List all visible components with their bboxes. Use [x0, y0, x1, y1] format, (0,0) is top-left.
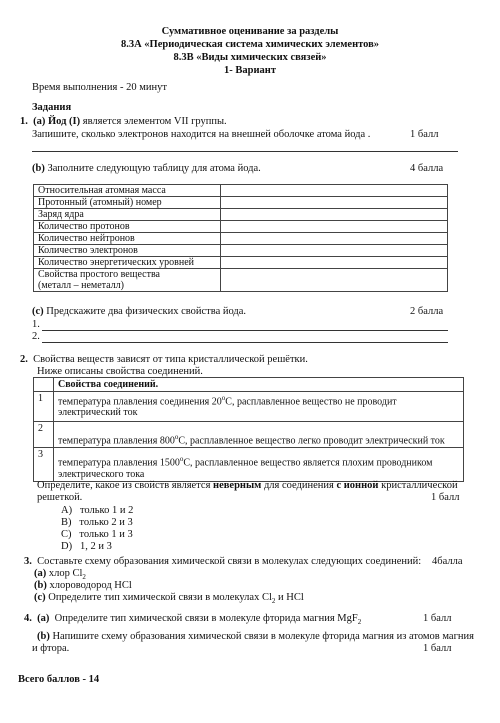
q3-a-label: (a): [34, 568, 47, 579]
q1-b-points: 4 балла: [410, 163, 444, 174]
table-header: Свойства соединений.: [54, 378, 464, 392]
table-row: Количество электронов: [34, 245, 221, 257]
q1-a-label: (a): [33, 116, 46, 127]
q1-a-element: Йод (I): [48, 116, 81, 127]
row-text: температура плавления 800: [58, 435, 175, 447]
header-line-3: 8.3В «Виды химических связей»: [173, 52, 327, 63]
q1-b-label: (b): [32, 163, 45, 174]
q4-a-label: (a): [37, 613, 50, 624]
option-c[interactable]: [61, 529, 133, 540]
q2-points: 1 балл: [431, 492, 460, 503]
q3-c-label: (c): [34, 592, 46, 603]
q3-part-b: [34, 580, 132, 591]
table-cell-answer[interactable]: [221, 257, 448, 269]
degree-sup: о: [221, 394, 226, 402]
table-row: Количество нейтронов: [34, 233, 221, 245]
row-text-cont: С, расплавленное вещество является плохим проводником: [183, 457, 433, 469]
q4-part-a: [24, 613, 361, 626]
answer-number-2: 2.: [32, 331, 40, 342]
tasks-heading: Задания: [32, 102, 72, 113]
option-text: только 1 и 2: [79, 505, 134, 516]
q4-b-label: (b): [37, 631, 50, 642]
table-cell-answer[interactable]: [221, 209, 448, 221]
option-text: только 2 и 3: [79, 517, 133, 528]
q1-a-text: является элементом VII группы.: [82, 116, 227, 127]
table-row: Протонный (атомный) номер: [34, 197, 221, 209]
table-cell-answer[interactable]: [221, 245, 448, 257]
row-text-cont: С, расплавленное вещество легко проводит электрический ток: [178, 435, 445, 447]
q3-b-text: хлороводород HCl: [49, 580, 132, 591]
table-row: Количество протонов: [34, 221, 221, 233]
row-text-cont: С, расплавленное вещество не проводит: [225, 396, 397, 408]
table-cell-answer[interactable]: [221, 221, 448, 233]
table-cell-answer[interactable]: [221, 197, 448, 209]
q2-line1: Свойства веществ зависят от типа кристаллической решётки.: [33, 354, 308, 365]
q1-a-line2: Запишите, сколько электронов находится на внешней оболочке атома йода .: [32, 129, 371, 140]
option-d[interactable]: [61, 541, 112, 552]
row-text: температура плавления 1500: [58, 457, 180, 469]
row-text-line2: электрического тока: [58, 468, 145, 480]
q2-question-emphasis-1: неверным: [213, 480, 262, 491]
q4-b-text: Напишите схему образования химической связи в молекуле фторида магния из атомов магния: [52, 631, 474, 642]
atom-table: [33, 184, 448, 292]
subscript: 2: [82, 573, 86, 582]
q3-c-text: Определите тип химической связи в молекулах Cl: [48, 592, 272, 603]
header-line-4: 1- Вариант: [224, 65, 276, 76]
q1-number: 1.: [20, 116, 28, 127]
q2-line2: Ниже описаны свойства соединений.: [37, 366, 203, 377]
table-row: [54, 448, 464, 481]
properties-table: [33, 377, 464, 482]
subscript: 2: [357, 618, 362, 627]
table-row: Количество энергетических уровней: [34, 257, 221, 269]
option-b[interactable]: [61, 517, 133, 528]
option-text: только 1 и 3: [79, 529, 133, 540]
q1-part-b: [32, 163, 261, 174]
row-number: 3: [34, 448, 54, 481]
table-row: Относительная атомная масса: [34, 185, 221, 197]
table-corner: [34, 378, 54, 392]
row-text-line2: электрический ток: [58, 407, 138, 419]
q4-a-points: 1 балл: [423, 613, 452, 624]
q1-c-label: (c): [32, 306, 44, 317]
q2-question-text-end: кристаллической: [378, 480, 458, 491]
q4-b-points: 1 балл: [423, 643, 452, 654]
subscript: 2: [271, 597, 276, 606]
q4-number: 4.: [24, 613, 32, 624]
q2-question-line2: решеткой.: [37, 492, 83, 503]
q1-b-text: Заполните следующую таблицу для атома йода.: [47, 163, 261, 174]
answer-line: [32, 151, 458, 152]
q2-question-text: Определите, какое из свойств является: [37, 480, 214, 491]
q3-text: Составьте схему образования химической связи в молекулах следующих соединений:: [37, 556, 422, 567]
q1-c-points: 2 балла: [410, 306, 444, 317]
answer-number-1: 1.: [32, 319, 40, 330]
table-row-line1: Свойства простого вещества: [38, 269, 160, 280]
q3-points: 4балла: [432, 556, 463, 567]
answer-line-1[interactable]: [42, 330, 448, 331]
q1-part-a: [20, 116, 227, 127]
q2-question: [37, 480, 458, 491]
row-text: температура плавления соединения 20: [58, 396, 222, 408]
q4-b-line2: и фтора.: [32, 643, 70, 654]
table-row: [54, 392, 464, 422]
q3-a-text: хлор Cl: [48, 568, 83, 579]
q1-part-c: [32, 306, 246, 317]
table-cell-answer[interactable]: [221, 269, 448, 292]
q2-question-text-mid: для соединения: [261, 480, 337, 491]
answer-line-2[interactable]: [42, 342, 448, 343]
q3-intro: [24, 556, 421, 567]
option-text: 1, 2 и 3: [79, 541, 112, 552]
option-letter: A): [61, 505, 73, 516]
degree-sup: о: [174, 433, 179, 441]
option-letter: D): [61, 541, 73, 552]
q2-question-emphasis-2: с ионной: [336, 480, 379, 491]
header-line-2: 8.3А «Периодическая система химических элементов»: [120, 39, 380, 50]
q1-c-text: Предскажите два физических свойства йода.: [46, 306, 247, 317]
header-line-1: Суммативное оценивание за разделы: [161, 26, 339, 37]
table-row: [54, 422, 464, 448]
table-row-line2: (металл – неметалл): [38, 280, 124, 291]
q3-part-c: [34, 592, 304, 605]
option-letter: C): [61, 529, 72, 540]
q3-c-tail: и HCl: [275, 592, 304, 603]
q2-intro: [20, 354, 308, 365]
table-cell-answer[interactable]: [221, 233, 448, 245]
table-row: Заряд ядра: [34, 209, 221, 221]
row-number: 1: [34, 392, 54, 422]
row-number: 2: [34, 422, 54, 448]
total-points: Всего баллов - 14: [18, 674, 100, 685]
time-limit: Время выполнения - 20 минут: [32, 82, 167, 93]
q4-part-b: [37, 631, 474, 642]
degree-sup: о: [179, 455, 184, 464]
q4-a-text: Определите тип химической связи в молекуле фторида магния MgF: [54, 613, 358, 624]
table-cell-answer[interactable]: [221, 185, 448, 197]
q3-number: 3.: [24, 556, 32, 567]
q1-a-points: 1 балл: [410, 129, 439, 140]
option-a[interactable]: [61, 505, 133, 516]
q2-number: 2.: [20, 354, 28, 365]
table-row: [34, 269, 221, 292]
q3-b-label: (b): [34, 580, 47, 591]
option-letter: B): [61, 517, 72, 528]
